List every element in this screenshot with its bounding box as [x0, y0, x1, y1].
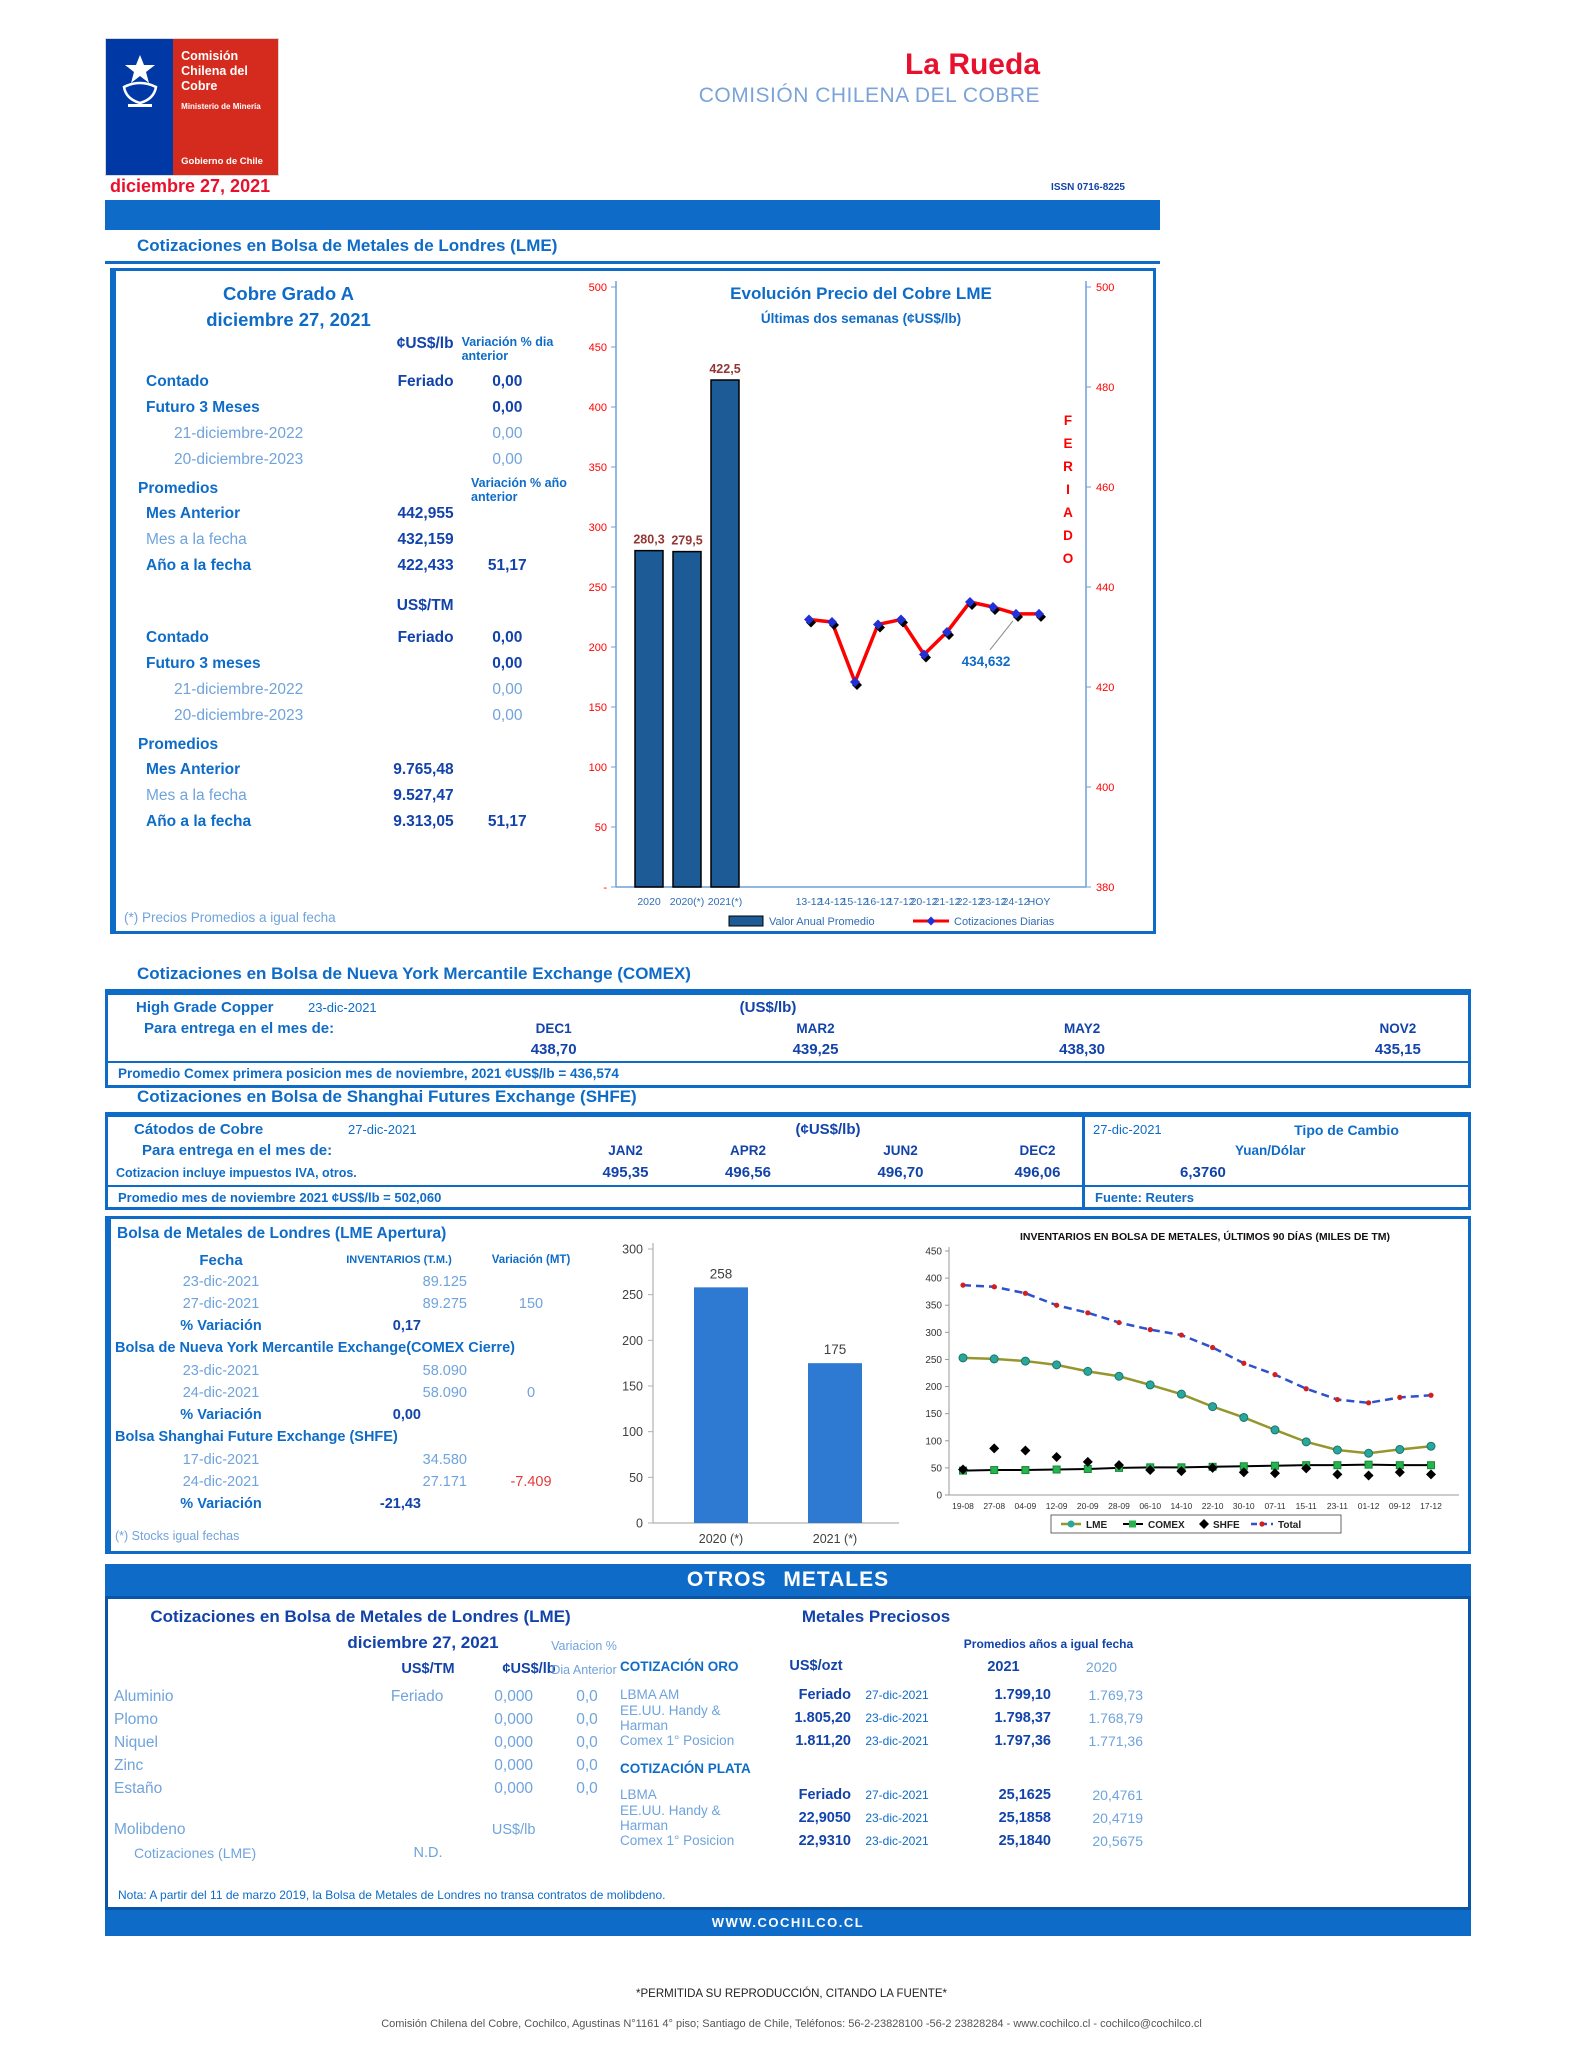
logo-line3: Cobre — [181, 79, 218, 93]
svg-text:12-09: 12-09 — [1045, 1501, 1068, 1511]
unit-header-row-tm — [116, 595, 561, 625]
inv-comex-title: Bolsa de Nueva York Mercantile Exchange(COMEX Cierre) — [115, 1340, 515, 1356]
svg-text:450: 450 — [588, 342, 607, 354]
svg-text:350: 350 — [588, 462, 607, 474]
svg-text:20-12: 20-12 — [910, 896, 938, 908]
svg-text:20-09: 20-09 — [1076, 1501, 1099, 1511]
month: JAN2 — [608, 1143, 643, 1158]
table-row: Mes a la fecha 9.527,47 — [146, 787, 454, 804]
comex-months-row — [108, 1018, 1468, 1039]
price: 496,70 — [877, 1164, 924, 1181]
svg-text:23-11: 23-11 — [1326, 1501, 1348, 1511]
plot — [925, 1230, 1459, 1511]
svg-text:E: E — [1063, 436, 1073, 451]
svg-text:100: 100 — [588, 762, 607, 774]
svg-text:Cotizaciones Diarias: Cotizaciones Diarias — [954, 916, 1055, 928]
svg-text:2020 (*): 2020 (*) — [698, 1532, 744, 1546]
svg-text:500: 500 — [1096, 282, 1115, 294]
svg-text:400: 400 — [1096, 782, 1115, 794]
svg-text:Evolución Precio del Cobre LME: Evolución Precio del Cobre LME — [730, 284, 992, 303]
svg-text:27-08: 27-08 — [983, 1501, 1006, 1511]
unit-header-row — [116, 333, 561, 369]
svg-text:150: 150 — [925, 1409, 942, 1421]
delivery-label: Para entrega en el mes de: — [142, 1142, 333, 1159]
svg-text:01-12: 01-12 — [1357, 1501, 1380, 1511]
section-title-lme: Cotizaciones en Bolsa de Metales de Londres (LME) — [105, 233, 1160, 264]
svg-text:0: 0 — [636, 1516, 643, 1531]
fx-date: 27-dic-2021 — [1093, 1122, 1162, 1137]
svg-text:400: 400 — [588, 402, 607, 414]
table-row: 21-diciembre-2022 0,00 — [174, 681, 523, 698]
logo-line2: Chilena del — [181, 64, 248, 78]
month: MAR2 — [796, 1021, 835, 1036]
svg-text:2021(*): 2021(*) — [707, 896, 743, 908]
col-2021: 2021 — [987, 1659, 1020, 1675]
svg-text:I: I — [1066, 482, 1070, 497]
shfe-box — [105, 1114, 1085, 1210]
issue-date: diciembre 27, 2021 — [110, 176, 271, 196]
month: MAY2 — [1063, 1021, 1101, 1036]
svg-text:380: 380 — [1096, 882, 1115, 894]
svg-text:COMEX: COMEX — [1148, 1520, 1185, 1531]
var-pct-label: Variacion % — [551, 1639, 617, 1653]
table-row: 23-dic-2021 58.090 — [182, 1363, 467, 1379]
col-uslb: ¢US$/lb — [502, 1661, 556, 1677]
svg-text:300: 300 — [925, 1327, 942, 1339]
svg-text:150: 150 — [622, 1379, 643, 1394]
month: DEC1 — [535, 1021, 572, 1036]
svg-text:-: - — [603, 882, 607, 894]
svg-text:300: 300 — [622, 1242, 643, 1257]
molibdeno-row: Molibdeno US$/lb — [114, 1820, 536, 1838]
comex-values-row — [108, 1039, 1468, 1060]
svg-text:04-09: 04-09 — [1014, 1501, 1037, 1511]
month: DEC2 — [1019, 1143, 1056, 1158]
cochilco-logo — [105, 38, 279, 176]
svg-text:450: 450 — [925, 1246, 942, 1258]
comex-note: Promedio Comex primera posicion mes de noviembre, 2021 ¢US$/lb = 436,574 — [108, 1061, 1468, 1084]
svg-text:SHFE: SHFE — [1213, 1520, 1240, 1531]
metal-row: Niquel 0,000 0,0 — [114, 1733, 598, 1751]
section-title-comex: Cotizaciones en Bolsa de Nueva York Mercantile Exchange (COMEX) — [105, 961, 1471, 992]
table-date: diciembre 27, 2021 — [347, 1633, 499, 1652]
variation-row: % Variación -21,43 — [180, 1496, 421, 1512]
table-row: Mes a la fecha 432,159 — [146, 531, 454, 548]
table-row: 24-dic-2021 58.090 0 — [182, 1385, 536, 1401]
svg-text:23-12: 23-12 — [979, 896, 1007, 908]
svg-text:21-12: 21-12 — [933, 896, 961, 908]
silver-row: EE.UU. Handy & Harman 22,9050 23-dic-2021 25,1858 20,4719 — [620, 1802, 1143, 1833]
price: 439,25 — [792, 1041, 839, 1058]
fx-source: Fuente: Reuters — [1085, 1185, 1468, 1208]
svg-text:200: 200 — [622, 1333, 643, 1348]
promedios-header: Promedios — [138, 736, 219, 753]
gold-label: COTIZACIÓN ORO — [620, 1659, 739, 1674]
svg-text:2021 (*): 2021 (*) — [812, 1532, 858, 1546]
tax-note: Cotizacion incluye impuestos IVA, otros. — [116, 1165, 357, 1180]
avg-label: Promedios años a igual fecha — [963, 1637, 1134, 1651]
svg-text:24-12: 24-12 — [1002, 896, 1030, 908]
table-row: 23-dic-2021 89.125 — [182, 1274, 467, 1290]
price: 438,30 — [1059, 1041, 1106, 1058]
inventories-line-chart — [911, 1227, 1467, 1539]
precious-metals-table — [616, 1599, 1468, 1907]
svg-text:19-08: 19-08 — [952, 1501, 974, 1511]
var-year-label: Variación % año anterior — [471, 476, 567, 504]
logo-government: Gobierno de Chile — [181, 156, 263, 167]
svg-text:250: 250 — [622, 1288, 643, 1303]
copper-evolution-chart — [561, 273, 1157, 931]
quote-date: 27-dic-2021 — [348, 1122, 417, 1137]
svg-text:06-10: 06-10 — [1139, 1501, 1162, 1511]
svg-text:175: 175 — [823, 1342, 847, 1358]
table-row: 21-diciembre-2022 0,00 — [174, 425, 523, 442]
variation-row: % Variación 0,00 — [180, 1407, 421, 1423]
svg-text:250: 250 — [588, 582, 607, 594]
table-title: Cotizaciones en Bolsa de Metales de Londres (LME) — [150, 1607, 571, 1626]
price: 495,35 — [602, 1164, 649, 1181]
shfe-note: Promedio mes de noviembre 2021 ¢US$/lb = 502,060 — [108, 1185, 1082, 1208]
svg-text:200: 200 — [588, 642, 607, 654]
svg-text:420: 420 — [1096, 682, 1115, 694]
plot — [589, 281, 1115, 894]
metal-row: Zinc 0,000 0,0 — [114, 1756, 598, 1774]
table-row: Contado Feriado 0,00 — [146, 373, 523, 390]
cotizaciones-lme-row: Cotizaciones (LME) N.D. — [134, 1844, 443, 1861]
svg-text:15-11: 15-11 — [1295, 1501, 1317, 1511]
molibdeno-note: Nota: A partir del 11 de marzo 2019, la Bolsa de Metales de Londres no transa contratos de molibdeno. — [118, 1888, 666, 1902]
svg-text:O: O — [1062, 551, 1074, 566]
svg-text:500: 500 — [588, 282, 607, 294]
svg-text:17-12: 17-12 — [887, 896, 915, 908]
plot — [622, 1243, 899, 1547]
website-bar: WWW.COCHILCO.CL — [105, 1910, 1471, 1936]
svg-text:50: 50 — [594, 822, 607, 834]
logo-ministry: Ministerio de Minería — [181, 102, 261, 111]
logo-line1: Comisión — [181, 49, 239, 63]
table-row: 24-dic-2021 27.171 -7.409 — [182, 1474, 552, 1490]
svg-text:14-12: 14-12 — [818, 896, 846, 908]
svg-text:A: A — [1063, 505, 1073, 520]
otros-metales-box — [105, 1596, 1471, 1910]
svg-text:250: 250 — [925, 1354, 942, 1366]
unit-label: (US$/lb) — [739, 999, 797, 1016]
inventories-table — [111, 1219, 591, 1551]
svg-text:2020: 2020 — [637, 896, 661, 908]
var-day-label: Variación % dia anterior — [461, 335, 554, 363]
month: JUN2 — [883, 1143, 918, 1158]
svg-text:28-09: 28-09 — [1108, 1501, 1130, 1511]
table-row: Mes Anterior 442,955 — [146, 505, 454, 522]
svg-text:2020(*): 2020(*) — [669, 896, 705, 908]
svg-text:258: 258 — [709, 1266, 733, 1282]
svg-text:50: 50 — [930, 1463, 942, 1475]
table-row: Contado Feriado 0,00 — [146, 629, 523, 646]
silver-row: Comex 1° Posicion 22,9310 23-dic-2021 25,1840 20,5675 — [620, 1832, 1143, 1849]
otros-lme-table — [108, 1599, 616, 1907]
svg-text:16-12: 16-12 — [864, 896, 892, 908]
unit-uslb: ¢US$/lb — [396, 335, 454, 352]
variation-row: % Variación 0,17 — [180, 1318, 421, 1334]
comex-box — [105, 992, 1471, 1088]
table-row: Año a la fecha 9.313,05 51,17 — [146, 813, 527, 830]
logo-text-panel — [173, 39, 278, 175]
promedios-header: Promedios — [138, 480, 219, 497]
svg-text:50: 50 — [629, 1470, 643, 1485]
gold-row: EE.UU. Handy & Harman 1.805,20 23-dic-2021 1.798,37 1.768,79 — [620, 1702, 1143, 1733]
price: 496,56 — [725, 1164, 771, 1181]
month: NOV2 — [1379, 1021, 1417, 1036]
svg-text:150: 150 — [588, 702, 607, 714]
svg-text:D: D — [1063, 528, 1073, 543]
inv-lme-title: Bolsa de Metales de Londres (LME Apertura) — [117, 1225, 447, 1242]
footnote: (*) Stocks igual fechas — [115, 1529, 240, 1543]
gold-row: Comex 1° Posicion 1.811,20 23-dic-2021 1.797,36 1.771,36 — [620, 1732, 1143, 1749]
table-row: Año a la fecha 422,433 51,17 — [146, 557, 527, 574]
svg-text:100: 100 — [925, 1436, 942, 1448]
inv-shfe-title: Bolsa Shanghai Future Exchange (SHFE) — [115, 1429, 398, 1445]
fx-value: 6,3760 — [1180, 1164, 1226, 1181]
fx-pair: Yuan/Dólar — [1235, 1143, 1306, 1158]
quote-date: 23-dic-2021 — [308, 1000, 377, 1015]
issn: ISSN 0716-8225 — [1051, 182, 1125, 193]
svg-text:480: 480 — [1096, 382, 1115, 394]
unit-ustm: US$/TM — [396, 597, 454, 614]
svg-text:Últimas dos semanas (¢US$/lb): Últimas dos semanas (¢US$/lb) — [760, 311, 962, 326]
svg-text:422,5: 422,5 — [709, 362, 741, 376]
table-row: 20-diciembre-2023 0,00 — [174, 451, 523, 468]
table-row: Futuro 3 meses 0,00 — [146, 655, 523, 672]
svg-text:100: 100 — [622, 1425, 643, 1440]
table-row: 17-dic-2021 34.580 — [182, 1452, 467, 1468]
masthead — [620, 48, 1040, 108]
metal-row: Estaño 0,000 0,0 — [114, 1779, 598, 1797]
product-name: High Grade Copper — [136, 999, 274, 1016]
otros-metales-band: OTROS METALES — [105, 1564, 1471, 1596]
svg-text:Total: Total — [1278, 1520, 1302, 1531]
silver-label: COTIZACIÓN PLATA — [620, 1761, 751, 1776]
svg-text:Valor Anual Promedio: Valor Anual Promedio — [769, 916, 875, 928]
metal-row: Plomo 0,000 0,0 — [114, 1710, 598, 1728]
stocks-bar-chart — [591, 1223, 906, 1555]
exchange-rate-box — [1082, 1114, 1471, 1210]
table-row: 20-diciembre-2023 0,00 — [174, 707, 523, 724]
svg-text:440: 440 — [1096, 582, 1115, 594]
metal-row: Aluminio Feriado 0,000 0,0 — [114, 1687, 598, 1705]
col-day: Dia Anterior — [551, 1663, 617, 1677]
annual-average-bars — [633, 362, 742, 908]
comex-header-row — [108, 997, 1468, 1018]
svg-text:R: R — [1063, 459, 1073, 474]
table-date: diciembre 27, 2021 — [206, 309, 371, 330]
section-title-shfe: Cotizaciones en Bolsa de Shanghai Futures Exchange (SHFE) — [105, 1084, 1471, 1115]
table-title: Cobre Grado A — [223, 283, 354, 304]
svg-text:350: 350 — [925, 1300, 942, 1312]
svg-text:13-12: 13-12 — [795, 896, 823, 908]
gold-unit: US$/ozt — [789, 1658, 843, 1674]
svg-text:17-12: 17-12 — [1420, 1501, 1442, 1511]
col-2020: 2020 — [1085, 1659, 1118, 1675]
col-ustm: US$/TM — [401, 1661, 455, 1677]
svg-text:200: 200 — [925, 1382, 942, 1394]
table-title: Metales Preciosos — [801, 1607, 951, 1626]
month: APR2 — [729, 1143, 766, 1158]
svg-text:09-12: 09-12 — [1388, 1501, 1411, 1511]
price: 438,70 — [530, 1041, 577, 1058]
svg-text:14-10: 14-10 — [1170, 1501, 1193, 1511]
svg-text:280,3: 280,3 — [633, 532, 665, 547]
silver-row: LBMA Feriado 27-dic-2021 25,1625 20,4761 — [620, 1786, 1143, 1803]
svg-text:400: 400 — [925, 1273, 942, 1285]
daily-quotes-line — [796, 413, 1074, 908]
footnote: (*) Precios Promedios a igual fecha — [124, 910, 336, 925]
table-row: 27-dic-2021 89.275 150 — [182, 1296, 544, 1312]
svg-text:15-12: 15-12 — [841, 896, 869, 908]
svg-text:22-12: 22-12 — [956, 896, 984, 908]
gold-row: LBMA AM Feriado 27-dic-2021 1.799,10 1.769,73 — [620, 1686, 1143, 1703]
svg-text:279,5: 279,5 — [671, 533, 703, 548]
address-line: Comisión Chilena del Cobre, Cochilco, Agustinas N°1161 4° piso; Santiago de Chile, Teléfonos: 56-2-23828100 -56-2 23828284 - www.cochilco.cl - cochilco@cochilco.cl — [381, 2018, 1202, 2030]
svg-text:434,632: 434,632 — [961, 653, 1011, 669]
fx-label: Tipo de Cambio — [1294, 1121, 1399, 1138]
inventories-box — [105, 1216, 1471, 1554]
svg-text:07-11: 07-11 — [1264, 1501, 1286, 1511]
page-subtitle: COMISIÓN CHILENA DEL COBRE — [698, 84, 1040, 107]
product-name: Cátodos de Cobre — [134, 1121, 264, 1138]
shfe-row — [105, 1114, 1471, 1210]
legend — [729, 916, 1055, 928]
inv-header-row: Fecha INVENTARIOS (T.M.) Variación (MT) — [199, 1251, 571, 1269]
legend — [1051, 1515, 1341, 1533]
page-title: La Rueda — [904, 48, 1040, 81]
table-row: Mes Anterior 9.765,48 — [146, 761, 454, 778]
svg-text:30-10: 30-10 — [1232, 1501, 1255, 1511]
logo-flag-blue — [106, 39, 173, 175]
reproduction-note: *PERMITIDA SU REPRODUCCIÓN, CITANDO LA FUENTE* — [636, 1988, 947, 2000]
svg-text:22-10: 22-10 — [1201, 1501, 1224, 1511]
chile-coat-of-arms-icon — [118, 53, 162, 109]
unit-label: (¢US$/lb) — [795, 1121, 861, 1138]
price: 435,15 — [1374, 1041, 1421, 1058]
svg-text:F: F — [1063, 413, 1073, 428]
lme-quotes-box — [110, 268, 1156, 934]
svg-text:0: 0 — [936, 1490, 942, 1502]
svg-text:460: 460 — [1096, 482, 1115, 494]
delivery-label: Para entrega en el mes de: — [144, 1020, 335, 1037]
table-row: Futuro 3 Meses 0,00 — [146, 399, 523, 416]
cobre-grado-a-table — [116, 271, 567, 931]
svg-text:300: 300 — [588, 522, 607, 534]
svg-text:INVENTARIOS EN BOLSA DE METALE: INVENTARIOS EN BOLSA DE METALES, ÚLTIMOS 90 DÍAS (MILES DE TM) — [1019, 1231, 1391, 1243]
price: 496,06 — [1014, 1164, 1061, 1181]
svg-text:HOY: HOY — [1027, 896, 1051, 908]
svg-text:LME: LME — [1086, 1520, 1108, 1531]
header-divider-bar — [105, 200, 1160, 230]
